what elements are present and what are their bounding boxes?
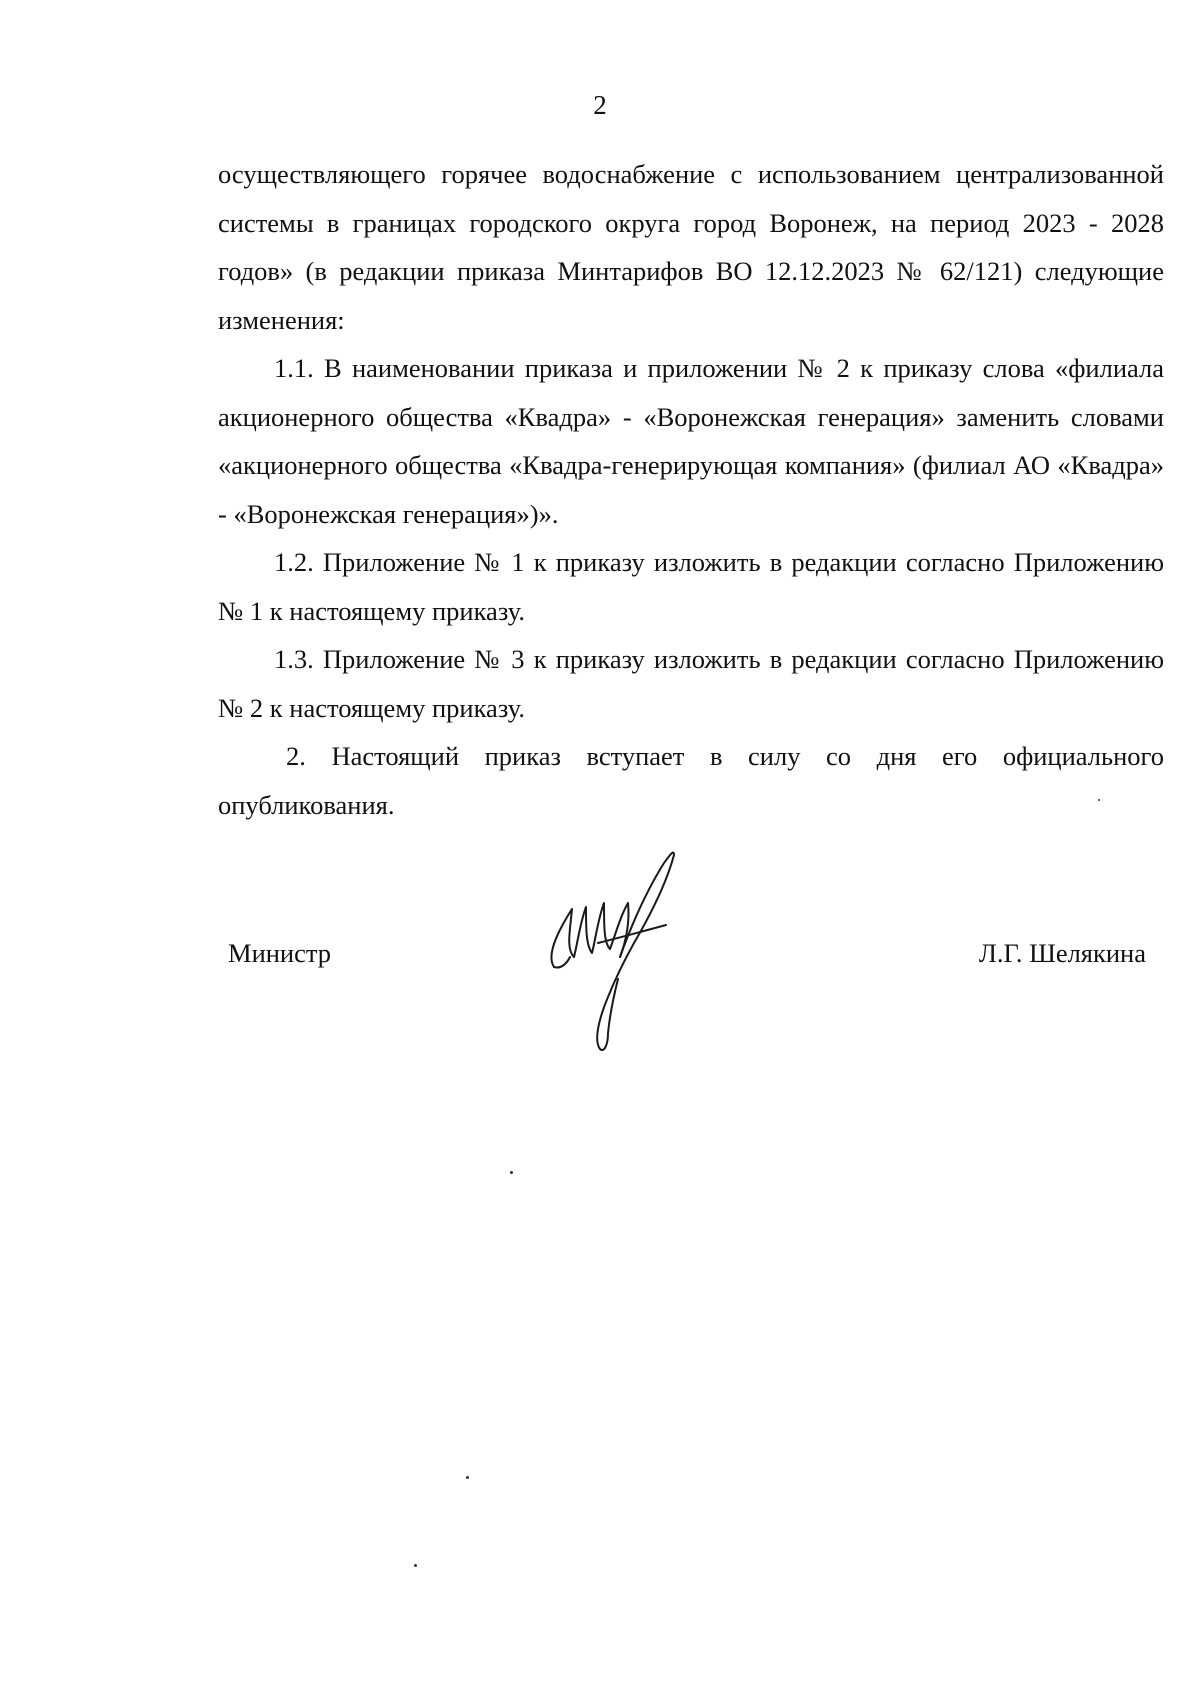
handwritten-signature-icon: [540, 845, 700, 1060]
paragraph-item-1-2: 1.2. Приложение № 1 к приказу изложить в редакции согласно Приложению № 1 к настоящему приказу.: [218, 547, 1164, 626]
signer-name: Л.Г. Шелякина: [978, 938, 1146, 968]
document-body: [218, 150, 1164, 829]
scan-speck: [466, 1476, 469, 1479]
scan-speck: [1098, 799, 1100, 801]
paragraph-item-2: 2. Настоящий приказ вступает в силу со дня его официального опубликования.: [218, 741, 1164, 820]
paragraph-continuation: осуществляющего горячее водоснабжение с использованием централизованной системы в границах городского округа город Воронеж, на период 2023 - 2028 годов» (в редакции приказа Минтарифов ВО 12.12.2023 № 62/121) следующие изменения:: [218, 159, 1164, 335]
paragraph-item-1-1: 1.1. В наименовании приказа и приложении № 2 к приказу слова «филиала акционерного общества «Квадра» - «Воронежская генерация» заменить словами «акционерного общества «Квадра-генерирующая компания» (филиал АО «Квадра» - «Воронежская генерация»)».: [218, 353, 1164, 529]
scan-speck: [510, 1171, 513, 1174]
signer-position: Министр: [228, 938, 332, 968]
paragraph-item-1-3: 1.3. Приложение № 3 к приказу изложить в редакции согласно Приложению № 2 к настоящему приказу.: [218, 644, 1164, 723]
scan-speck: [414, 1564, 417, 1567]
page-number: 2: [593, 90, 607, 120]
